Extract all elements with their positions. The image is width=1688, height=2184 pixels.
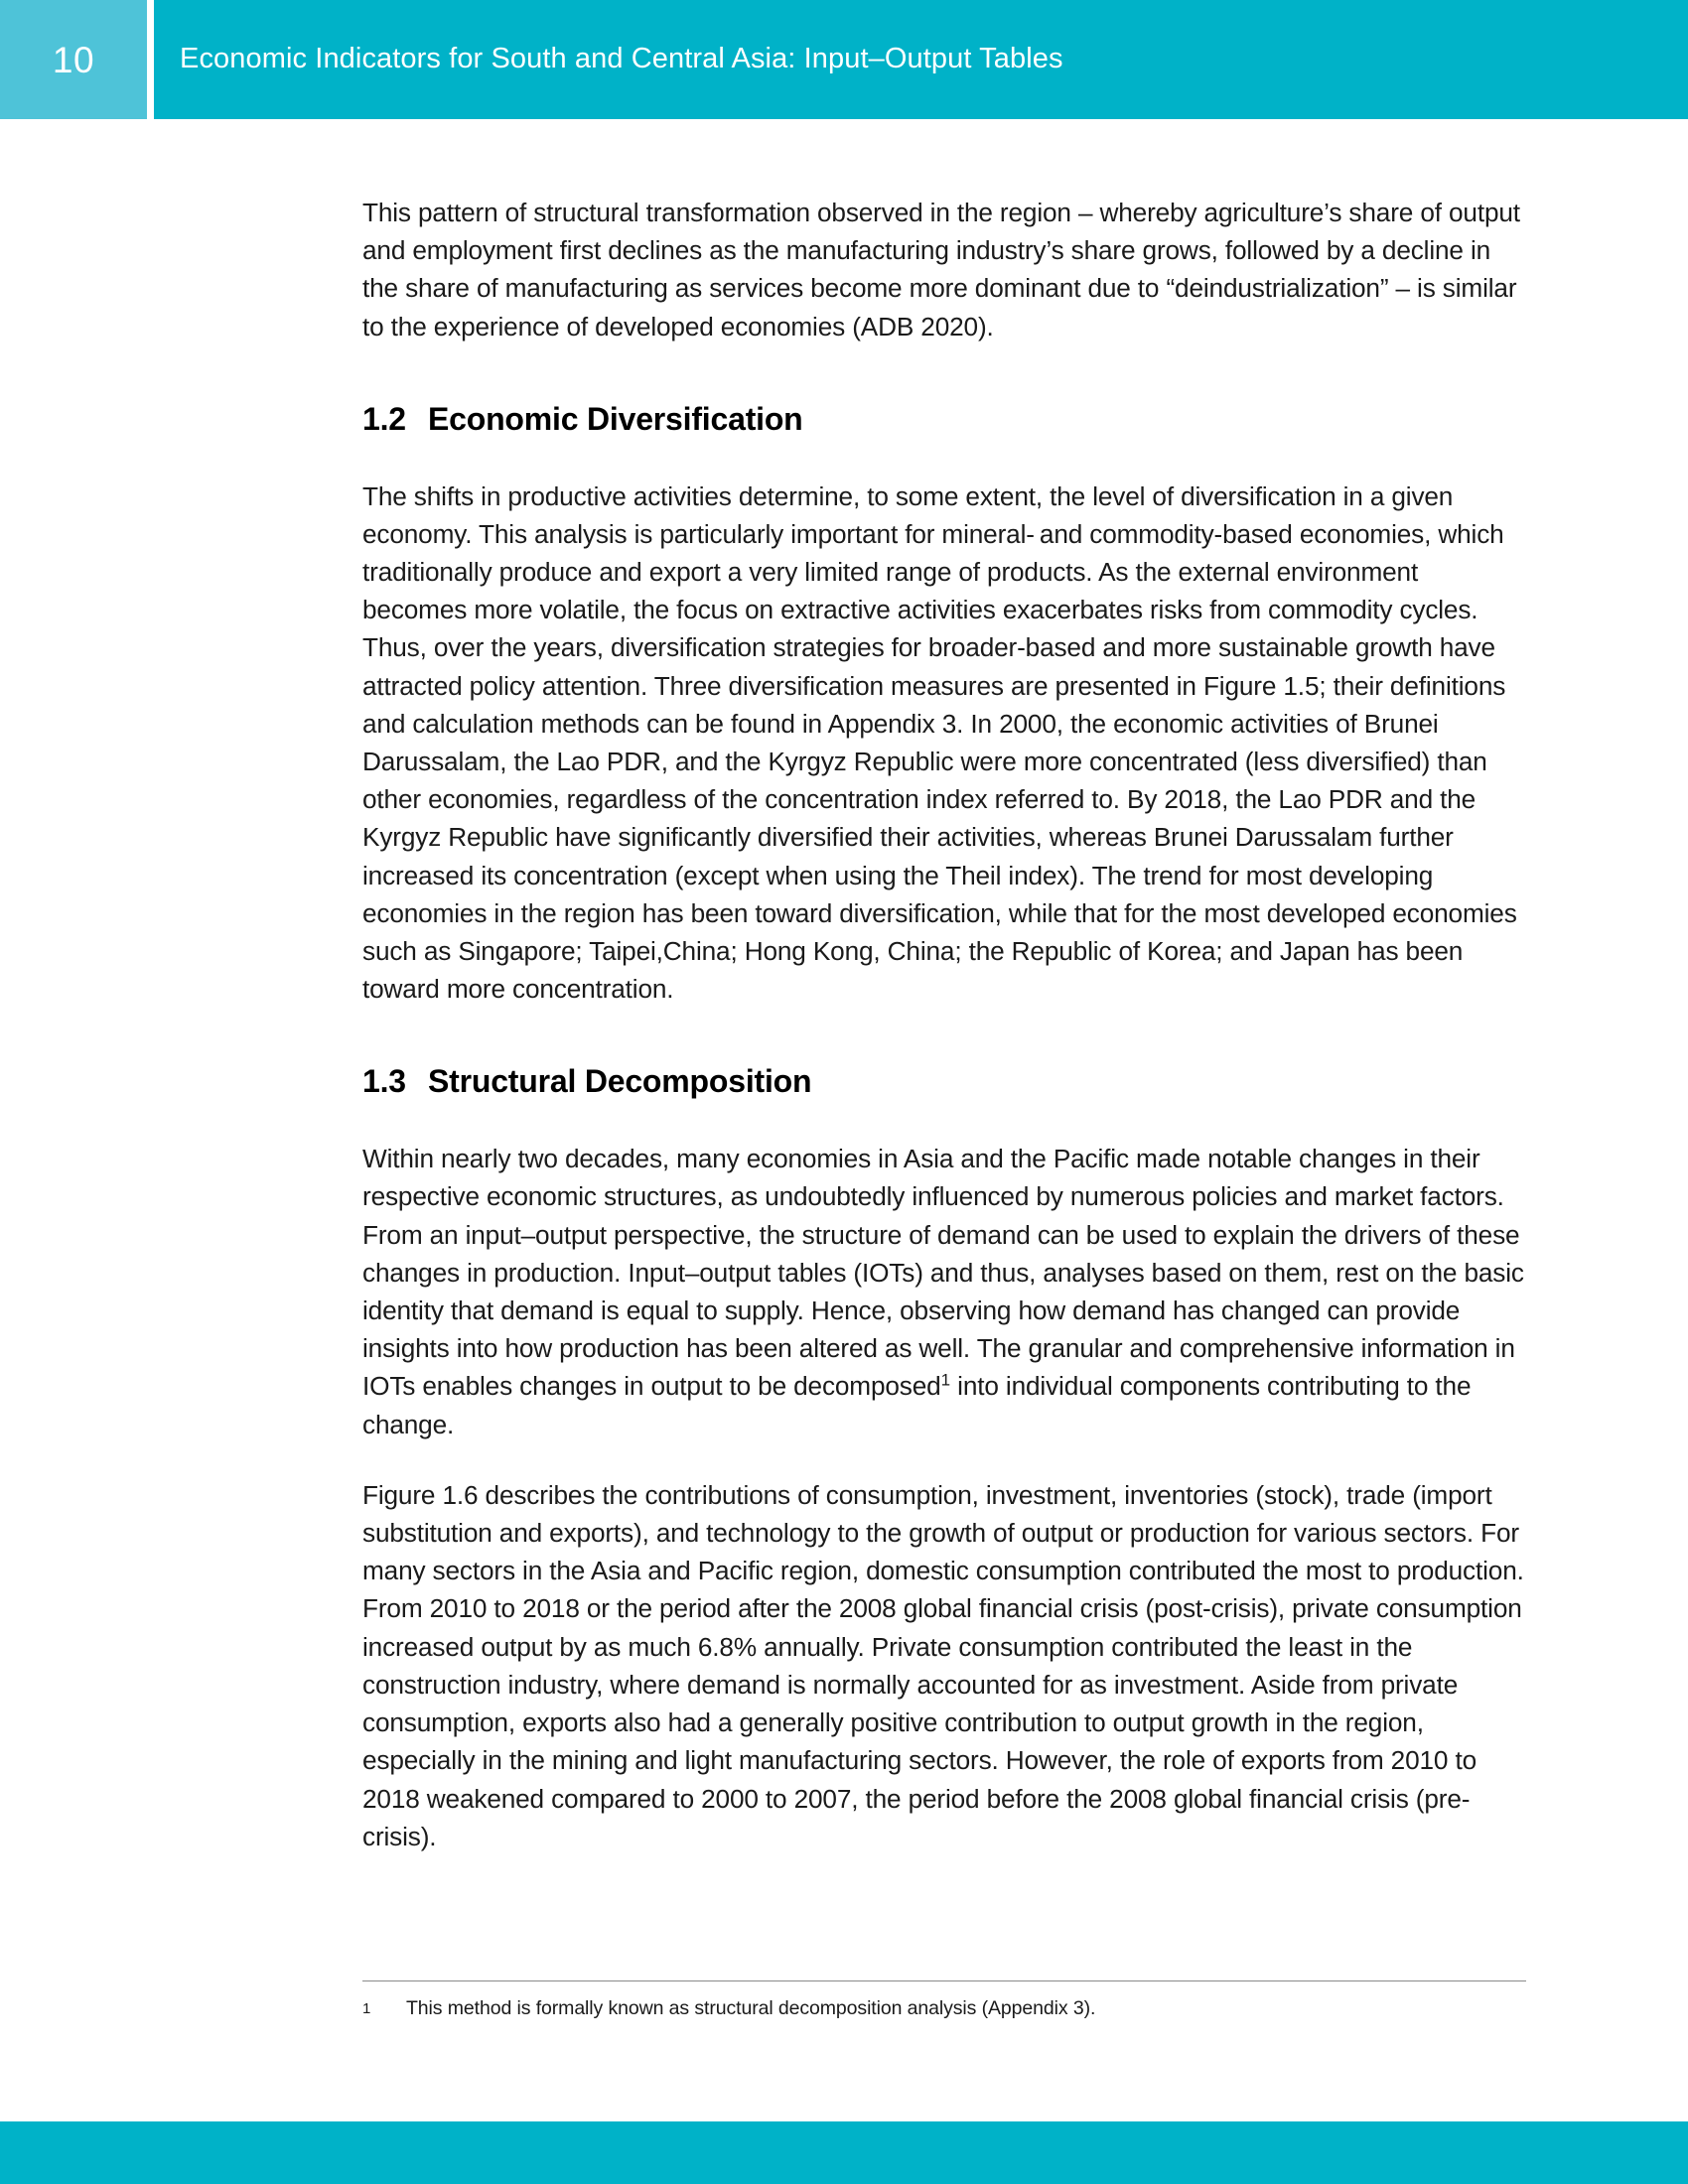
header-divider — [147, 0, 154, 119]
section-1-3-paragraph-1 — [362, 1140, 1526, 1443]
footnote-number: 1 — [362, 2000, 371, 2017]
footnote-text: This method is formally known as structural decomposition analysis (Appendix 3). — [406, 1997, 1096, 2019]
intro-paragraph: This pattern of structural transformation observed in the region – whereby agriculture’s share of output and employment first declines as the manufacturing industry’s share grows, followed by a decline in the share of manufacturing as services become more dominant due to “deindustrialization” – is similar to the experience of developed economies (ADB 2020). — [362, 198, 1520, 341]
page-footer-bar — [0, 2121, 1688, 2184]
footnote-item — [362, 1995, 1526, 2022]
page-header — [0, 0, 1688, 119]
section-heading-1-3 — [362, 1063, 1526, 1100]
running-title: Economic Indicators for South and Central Asia: Input–Output Tables — [180, 43, 1063, 75]
section-1-2-paragraph: The shifts in productive activities determine, to some extent, the level of diversification in a given economy. This analysis is particularly important for mineral- and commodity-based economies, which traditionally produce and export a very limited range of products. As the external environment becomes more volatile, the focus on extractive activities exacerbates risks from commodity cycles. Thus, over the years, diversification strategies for broader-based and more sustainable growth have attracted policy attention. Three diversification measures are presented in Figure 1.5; their definitions and calculation methods can be found in Appendix 3. In 2000, the economic activities of Brunei Darussalam, the Lao PDR, and the Kyrgyz Republic were more concentrated (less diversified) than other economies, regardless of the concentration index referred to. By 2018, the Lao PDR and the Kyrgyz Republic have significantly diversified their activities, whereas Brunei Darussalam further increased its concentration (except when using the Theil index). The trend for most developing economies in the region has been toward diversification, while that for the most developed economies such as Singapore; Taipei,China; Hong Kong, China; the Republic of Korea; and Japan has been toward more concentration. — [362, 480, 1517, 1005]
paragraph-text-after-footnote-ref: into individual components contributing to the change. — [362, 1371, 1472, 1439]
paragraph-text-before-footnote-ref: Within nearly two decades, many economies in Asia and the Pacific made notable changes in their respective economic structures, as undoubtedly influenced by numerous policies and market factors. From an input–output perspective, the structure of demand can be used to explain the drivers of these changes in production. Input–output tables (IOTs) and thus, analyses based on them, rest on the basic identity that demand is equal to supply. Hence, observing how demand has changed can provide insights into how production has been altered as well. The granular and comprehensive information in IOTs enables changes in output to be decomposed — [362, 1144, 1524, 1402]
section-number-1-2: 1.2 — [362, 400, 406, 437]
section-heading-1-2 — [362, 401, 1526, 438]
running-title-band — [154, 0, 1688, 119]
section-title-1-2: Economic Diversification — [428, 400, 803, 437]
footnote-reference-marker[interactable]: 1 — [940, 1370, 951, 1390]
section-title-1-3: Structural Decomposition — [428, 1063, 812, 1100]
footnote-separator-rule — [362, 1980, 1526, 1981]
page-number-block — [0, 0, 147, 119]
section-number-1-3: 1.3 — [362, 1063, 406, 1100]
text-column — [362, 194, 1526, 1855]
section-1-3-paragraph-2: Figure 1.6 describes the contributions of consumption, investment, inventories (stock), trade (import substitution and exports), and technology to the growth of output or production for various sectors. For many sectors in the Asia and Pacific region, domestic consumption contributed the most to production. From 2010 to 2018 or the period after the 2008 global financial crisis (post-crisis), private consumption increased output by as much 6.8% annually. Private consumption contributed the least in the construction industry, where demand is normally accounted for as investment. Aside from private consumption, exports also had a generally positive contribution to output growth in the region, especially in the mining and light manufacturing sectors. However, the role of exports from 2010 to 2018 weakened compared to 2000 to 2007, the period before the 2008 global financial crisis (pre-crisis). — [362, 1479, 1524, 1851]
footnote-area — [362, 1980, 1526, 2022]
page-number: 10 — [52, 39, 95, 80]
